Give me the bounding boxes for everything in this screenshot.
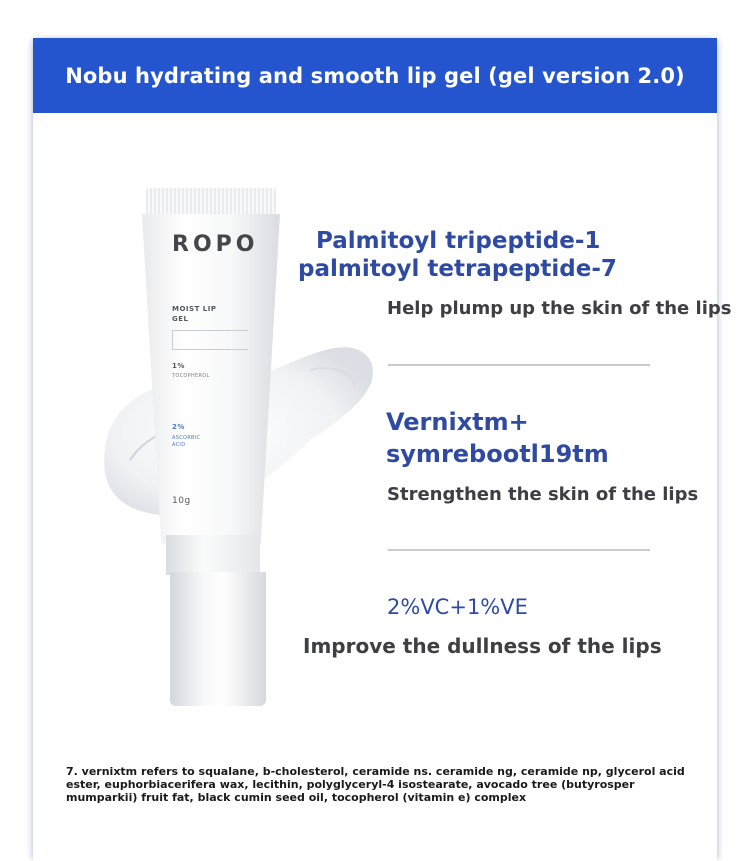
feature-2-heading-line1: Vernixtm+ bbox=[386, 408, 529, 436]
tocopherol-label: TOCOPHEROL bbox=[172, 373, 210, 379]
tocopherol-percent: 1% bbox=[172, 362, 185, 370]
ascorbic-label-line2: ACID bbox=[172, 442, 186, 448]
product-weight: 10g bbox=[172, 496, 191, 506]
feature-1-benefit: Help plump up the skin of the lips bbox=[387, 298, 732, 319]
feature-1-heading-line2: palmitoyl tetrapeptide-7 bbox=[298, 256, 617, 282]
tube-cap bbox=[170, 572, 266, 706]
title-banner bbox=[33, 38, 717, 113]
feature-3-benefit: Improve the dullness of the lips bbox=[303, 634, 662, 658]
feature-1-heading-line1: Palmitoyl tripeptide-1 bbox=[316, 228, 601, 254]
divider-1 bbox=[388, 364, 650, 366]
banner-title: Nobu hydrating and smooth lip gel (gel version 2.0) bbox=[65, 63, 685, 88]
footnote: 7. vernixtm refers to squalane, b-cholesterol, ceramide ns. ceramide ng, ceramide np, glycerol acid ester, euphorbiacerifera wax, lecithin, polyglyceryl-4 isostearate, avocado tree (butyrosper mumparkii) fruit fat, black cumin seed oil, tocopherol (vitamin e) complex bbox=[66, 765, 685, 804]
feature-2-heading-line2: symrebootl19tm bbox=[386, 440, 609, 468]
brand-logo: ROPO bbox=[172, 232, 259, 257]
tube-crimp bbox=[146, 188, 276, 216]
ascorbic-label-line1: ASCORBIC bbox=[172, 435, 201, 441]
tube-neck bbox=[166, 535, 260, 575]
tube-body bbox=[142, 214, 280, 544]
product-name-line1: MOIST LIP bbox=[172, 305, 217, 313]
feature-2-benefit: Strengthen the skin of the lips bbox=[387, 484, 699, 505]
divider-2 bbox=[388, 549, 650, 551]
product-name-line2: GEL bbox=[172, 315, 189, 323]
ascorbic-percent: 2% bbox=[172, 423, 185, 431]
feature-3-heading: 2%VC+1%VE bbox=[387, 595, 528, 619]
label-bracket bbox=[172, 330, 248, 350]
